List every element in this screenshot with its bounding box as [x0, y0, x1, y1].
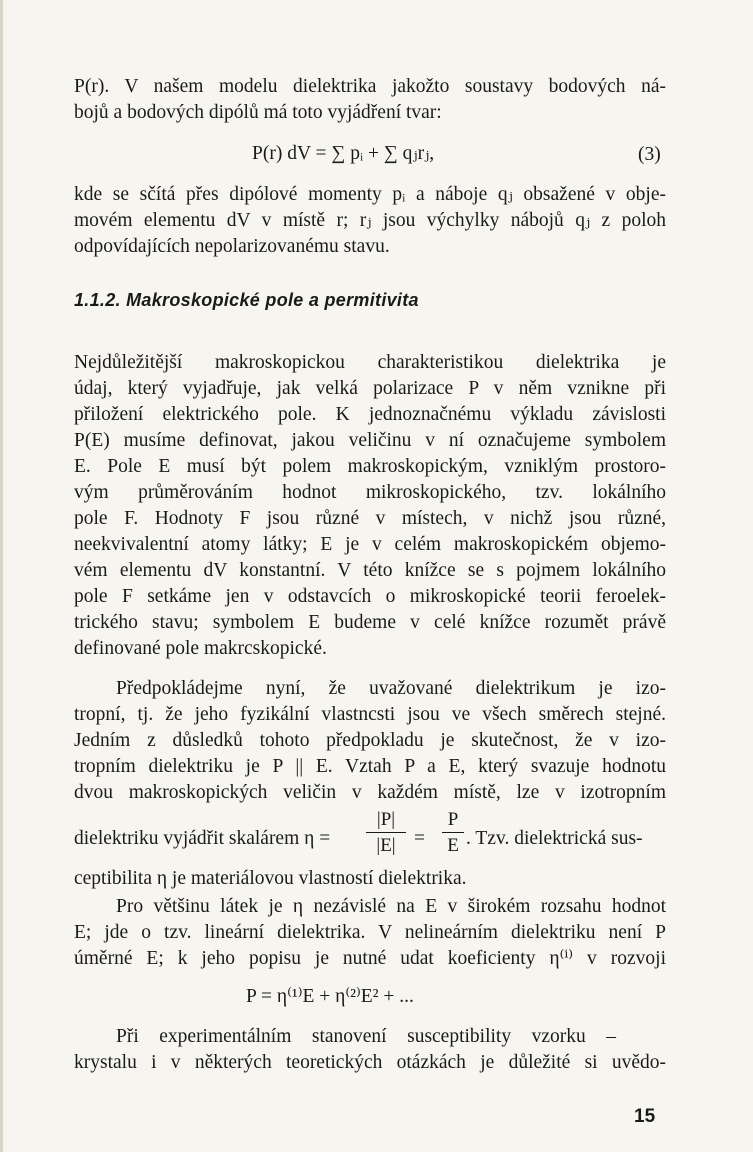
susceptibility-text: . Tzv. dielektrická sus-	[466, 828, 643, 849]
text-line: Jedním z důsledků tohoto předpokladu je skutečnost, že v izo-	[74, 730, 666, 751]
page-number: 15	[634, 1106, 656, 1127]
fraction-denominator: E	[447, 835, 459, 856]
text-line: tropní, tj. že jeho fyzikální vlastncsti jsou ve všech směrech stejné.	[74, 704, 666, 725]
equation-number: (3)	[638, 144, 661, 165]
text-line: vém elementu dV konstantní. V této knížce se s pojmem lokálního	[74, 560, 666, 581]
text-line: Předpokládejme nyní, že uvažované dielektrikum je izo-	[116, 678, 666, 699]
text-line: neekvivalentní atomy látky; E je v celém makroskopickém objemo-	[74, 534, 666, 555]
text-line: přiložení elektrického pole. K jednoznačnému výkladu závislosti	[74, 404, 666, 425]
text-line: údaj, který vyjadřuje, jak velká polarizace P v něm vznikne při	[74, 378, 666, 399]
susceptibility-text: dielektriku vyjádřit skalárem η =	[74, 828, 331, 849]
text-line: movém elementu dV v místě r; rⱼ jsou výchylky nábojů qⱼ z poloh	[74, 210, 666, 231]
fraction-denominator: |E|	[376, 835, 396, 856]
text-line: úměrné E; k jeho popisu je nutné udat koeficienty η⁽ⁱ⁾ v rozvoji	[74, 948, 666, 969]
series-equation: P = η⁽¹⁾E + η⁽²⁾E² + ...	[246, 986, 414, 1007]
equation-3: P(r) dV = ∑ pᵢ + ∑ qⱼrⱼ,	[252, 143, 435, 164]
text-line: dvou makroskopických veličin v každém místě, lze v izotropním	[74, 782, 666, 803]
text-line: definované pole makrcskopické.	[74, 638, 327, 659]
text-line: bojů a bodových dipólů má toto vyjádření tvar:	[74, 102, 442, 123]
page-edge	[0, 0, 3, 1152]
text-line: odpovídajících nepolarizovanému stavu.	[74, 236, 390, 257]
fraction-numerator: P	[447, 809, 459, 830]
fraction-numerator: |P|	[376, 809, 396, 830]
text-line: Nejdůležitější makroskopickou charakteristikou dielektrika je	[74, 352, 666, 373]
text-line: pole F. Hodnoty F jsou různé v místech, v nichž jsou různé,	[74, 508, 666, 529]
text-line: tropním dielektriku je P || E. Vztah P a E, který svazuje hodnotu	[74, 756, 666, 777]
text-line: krystalu i v některých teoretických otázkách je důležité si uvědo-	[74, 1052, 666, 1073]
text-line: P(E) musíme definovat, jakou veličinu v ní označujeme symbolem	[74, 430, 666, 451]
text-line: Při experimentálním stanovení susceptibility vzorku –	[116, 1026, 616, 1047]
text-line: Pro většinu látek je η nezávislé na E v širokém rozsahu hodnot	[116, 896, 666, 917]
fraction-bar	[366, 832, 406, 833]
fraction-bar	[442, 832, 464, 833]
text-line: P(r). V našem modelu dielektrika jakožto soustavy bodových ná-	[74, 76, 666, 97]
text-line: vým průměrováním hodnot mikroskopického, tzv. lokálního	[74, 482, 666, 503]
text-line: E; jde o tzv. lineární dielektrika. V nelineárním dielektriku není P	[74, 922, 666, 943]
text-line: ceptibilita η je materiálovou vlastností dielektrika.	[74, 868, 467, 889]
section-heading: 1.1.2. Makroskopické pole a permitivita	[74, 290, 419, 310]
text-line: pole F setkáme jen v odstavcích o mikroskopické teorii feroelek-	[74, 586, 666, 607]
text-line: E. Pole E musí být polem makroskopickým, vzniklým prostoro-	[74, 456, 666, 477]
equals-sign: =	[414, 828, 425, 849]
text-line: kde se sčítá přes dipólové momenty pᵢ a náboje qⱼ obsažené v obje-	[74, 184, 666, 205]
text-line: trického stavu; symbolem E budeme v celé knížce rozumět právě	[74, 612, 666, 633]
